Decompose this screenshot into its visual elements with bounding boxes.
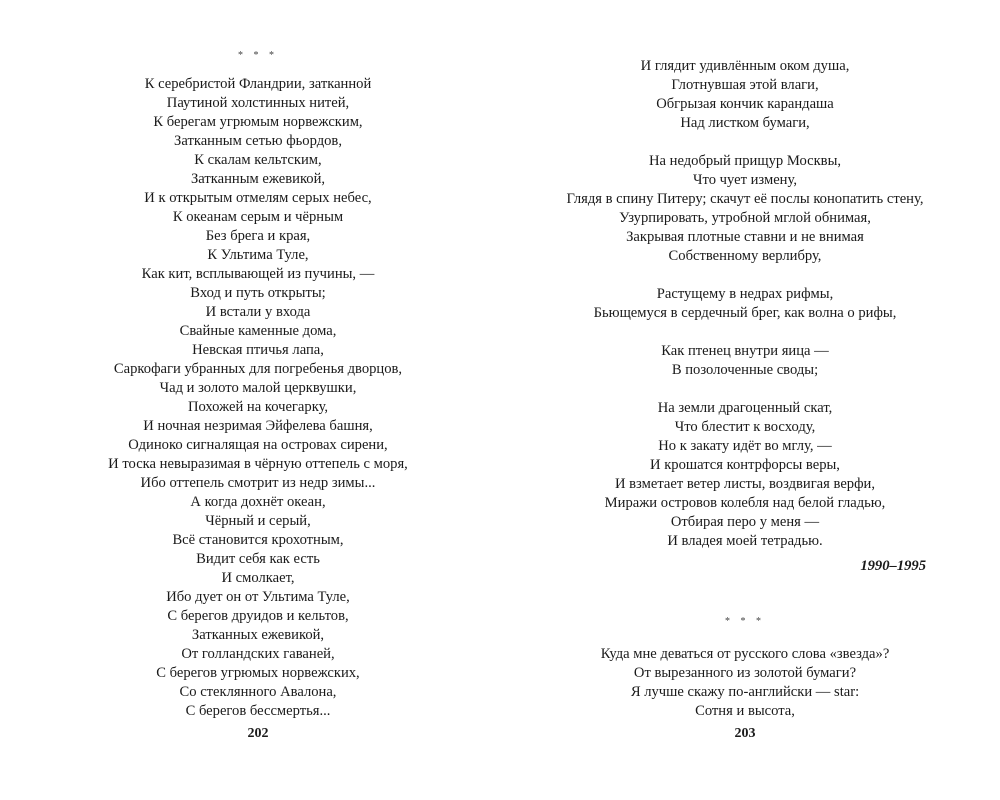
poem-line: Сотня и высота, (695, 703, 795, 719)
poem-line: К берегам угрюмым норвежским, (153, 114, 363, 130)
poem-line: А когда дохнёт океан, (190, 494, 326, 510)
poem-line: Одиноко сигналящая на островах сирени, (128, 437, 388, 453)
poem-line: Но к закату идёт во мглу, — (658, 438, 832, 454)
poem-line: Затканным ежевикой, (190, 171, 326, 187)
poem-line: Видит себя как есть (196, 551, 320, 567)
poem-line: В позолоченные своды; (671, 362, 819, 378)
poem-line: К серебристой Фландрии, затканной (144, 76, 372, 92)
poem-line: Как птенец внутри яица — (661, 343, 829, 359)
poem-line: Саркофаги убранных для погребенья дворцов, (113, 361, 403, 377)
poem-line: И взметает ветер листы, воздвигая верфи, (614, 476, 876, 492)
poem-line: Свайные каменные дома, (179, 323, 337, 339)
poem-line: Паутиной холстинных нитей, (166, 95, 350, 111)
poem-line: К скалам кельтским, (194, 152, 322, 168)
poem-line: Узурпировать, утробной мглой обнимая, (619, 210, 871, 226)
poem-line: Бьющемуся в сердечный брег, как волна о рифы, (593, 305, 897, 321)
poem-line: И тоска невыразимая в чёрную оттепель с моря, (108, 456, 408, 472)
poem-line: На недобрый прищур Москвы, (648, 153, 842, 169)
page-number: 202 (247, 726, 269, 741)
poem-text (60, 75, 456, 721)
poem-line: И смолкает, (221, 570, 295, 586)
poem-line: Я лучше скажу по-английски — star: (630, 684, 860, 700)
poem-line: Что блестит к восходу, (674, 419, 816, 435)
poem-line: Чад и золото малой церквушки, (159, 380, 357, 396)
poem-line: От голландских гаваней, (181, 646, 335, 662)
poem-line: Ибо дует он от Ультима Туле, (166, 589, 350, 605)
poem-line: Растущему в недрах рифмы, (656, 286, 834, 302)
poem-line: Куда мне деваться от русского слова «звезда»? (600, 646, 890, 662)
poem-line: Отбирая перо у меня — (670, 514, 820, 530)
poem-date: 1990–1995 (860, 558, 926, 574)
poem-column-left (60, 46, 456, 721)
poem-line: С берегов угрюмых норвежских, (156, 665, 360, 681)
poem-line: Вход и путь открыты; (190, 285, 326, 301)
poem-line: Всё становится крохотным, (172, 532, 344, 548)
poem-line: Как кит, всплывающей из пучины, — (141, 266, 375, 282)
poem-line: К Ультима Туле, (207, 247, 309, 263)
poem-line: Что чует измену, (693, 172, 797, 188)
poem-line: И владея моей тетрадью. (667, 533, 823, 549)
poem-column-right (540, 57, 950, 721)
poem-line: И встали у входа (205, 304, 311, 320)
poem-line: Чёрный и серый, (205, 513, 311, 529)
poem-line: На земли драгоценный скат, (657, 400, 833, 416)
poem-line: Глотнувшая этой влаги, (671, 77, 819, 93)
section-ornament: * * * (725, 616, 765, 627)
poem-line: Похожей на кочегарку, (187, 399, 329, 415)
poem-line: К океанам серым и чёрным (172, 209, 344, 225)
poem-line: Глядя в спину Питеру; скачут её послы конопатить стену, (566, 191, 924, 207)
right-page (540, 0, 950, 800)
poem-line: Без брега и края, (205, 228, 311, 244)
left-page (60, 0, 456, 800)
poem-line: С берегов друидов и кельтов, (167, 608, 349, 624)
poem-line: Ибо оттепель смотрит из недр зимы... (140, 475, 376, 491)
section-ornament: * * * (238, 50, 278, 61)
poem-line: Собственному верлибру, (668, 248, 822, 264)
poem-line: Закрывая плотные ставни и не внимая (626, 229, 864, 245)
stanza-break (540, 133, 950, 152)
poem-line: И к открытым отмелям серых небес, (144, 190, 372, 206)
stanza-break (540, 266, 950, 285)
poem-text (540, 57, 950, 551)
stanza-break (540, 380, 950, 399)
poem-line: Над листком бумаги, (680, 115, 810, 131)
page-number: 203 (734, 726, 756, 741)
poem-line: Обгрызая кончик карандаша (656, 96, 834, 112)
stanza-break (540, 323, 950, 342)
poem-line: С берегов бессмертья... (185, 703, 331, 719)
poem-line: И ночная незримая Эйфелева башня, (143, 418, 373, 434)
poem-line: Затканных ежевикой, (191, 627, 325, 643)
poem-line: Миражи островов колебля над белой гладью, (604, 495, 886, 511)
poem-line: И глядит удивлённым оком душа, (640, 58, 850, 74)
poem-line: Со стеклянного Авалона, (179, 684, 337, 700)
poem-line: От вырезанного из золотой бумаги? (633, 665, 857, 681)
poem-line: Затканным сетью фьордов, (174, 133, 342, 149)
poem-line: Невская птичья лапа, (192, 342, 324, 358)
poem-line: И крошатся контрфорсы веры, (650, 457, 840, 473)
next-poem-text (540, 645, 950, 721)
